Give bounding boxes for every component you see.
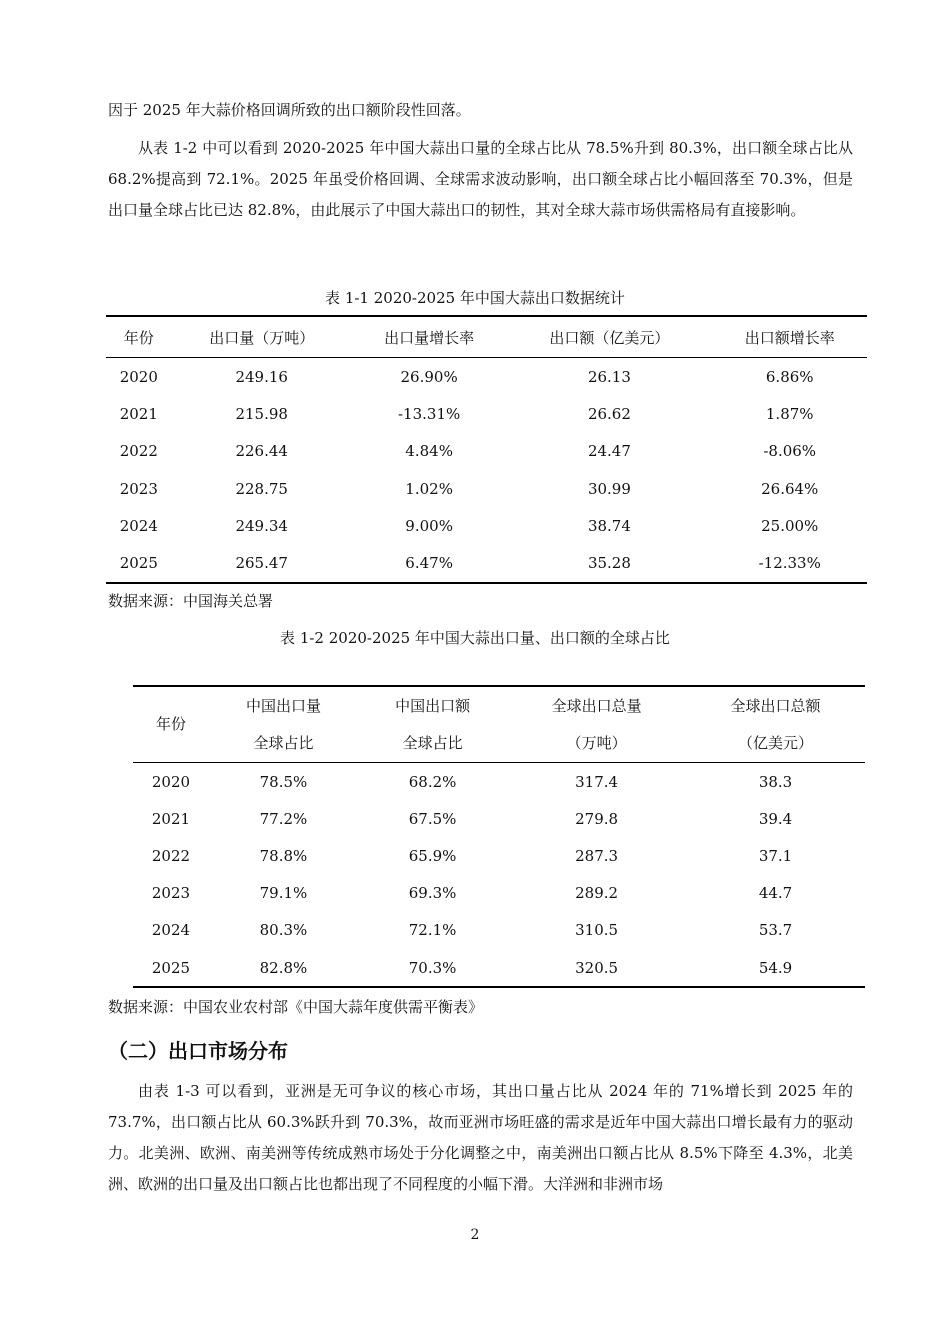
- table-cell: 6.47%: [405, 554, 453, 573]
- table-row: [106, 470, 867, 507]
- table1-header-cell: 年份: [106, 316, 172, 358]
- table-cell: 4.84%: [405, 442, 453, 461]
- table2-source-note: 数据来源：中国农业农村部《中国大蒜年度供需平衡表》: [108, 998, 484, 1016]
- header-line: 全球占比: [402, 733, 463, 752]
- table-cell: 226.44: [235, 442, 288, 461]
- table-cell: -13.31%: [397, 404, 461, 423]
- table-cell: 35.28: [587, 554, 631, 573]
- table-cell: 67.5%: [408, 809, 457, 828]
- table-cell: 39.4: [758, 809, 793, 828]
- header-line: （万吨）: [566, 733, 627, 752]
- paragraph-table-1-2-analysis: 从表 1-2 中可以看到 2020-2025 年中国大蒜出口量的全球占比从 78.5%升到 80.3%，出口额全球占比从 68.2%提高到 72.1%。2025 年虽受价格回调、全球需求波动影响，出口额全球占比小幅回落至 70.3%，但是出口量全球占比已达 82.8%，由此展示了中国大蒜出口的韧性，其对全球大蒜市场供需格局有直接影响。: [108, 139, 853, 219]
- table1-header-cell: 出口额（亿美元）: [506, 316, 712, 358]
- table-row: [106, 507, 867, 544]
- table-cell: 2023: [119, 479, 158, 498]
- table-cell: 77.2%: [259, 809, 308, 828]
- table-row: [106, 395, 867, 432]
- table1-caption: 表 1-1 2020-2025 年中国大蒜出口数据统计: [325, 289, 625, 307]
- table-cell: 279.8: [575, 809, 619, 828]
- table1-header-row: [106, 316, 867, 358]
- page-number: 2: [470, 1227, 480, 1243]
- paragraph-market-distribution: 由表 1-3 可以看到，亚洲是无可争议的核心市场，其出口量占比从 2024 年的 71%增长到 2025 年的 73.7%，出口额占比从 60.3%跃升到 70.3%，故而亚洲市场旺盛的需求是近年中国大蒜出口增长最有力的驱动力。北美洲、欧洲、南美洲等传统成熟市场处于分化调整之中，南美洲出口额占比从 8.5%下降至 4.3%，北美洲、欧洲的出口量及出口额占比也都出现了不同程度的小幅下滑。大洋洲和非洲市场: [108, 1082, 853, 1193]
- table-cell: 9.00%: [405, 516, 453, 535]
- table-cell: 2020: [151, 772, 191, 791]
- table-row: [106, 358, 867, 396]
- table-cell: 2023: [151, 884, 191, 903]
- table2-global-share: [133, 685, 865, 988]
- table-cell: 82.8%: [259, 958, 308, 977]
- table-cell: 1.87%: [765, 404, 814, 423]
- table-cell: 26.13: [587, 367, 631, 386]
- table-cell: 38.74: [587, 516, 631, 535]
- header-line: 年份: [155, 715, 186, 733]
- table-cell: 53.7: [758, 921, 793, 940]
- header-line: 全球出口总量: [551, 696, 642, 715]
- table-cell: 80.3%: [259, 921, 308, 940]
- table-cell: 265.47: [235, 554, 288, 573]
- table-cell: 320.5: [575, 958, 619, 977]
- table2-header-cell: [507, 686, 686, 763]
- table-row: [133, 800, 865, 837]
- table-cell: 30.99: [587, 479, 631, 498]
- table-cell: 2022: [151, 846, 191, 865]
- table-cell: 2025: [119, 554, 158, 573]
- table-row: [133, 763, 865, 801]
- table-cell: -8.06%: [763, 442, 817, 461]
- table-cell: 37.1: [758, 846, 793, 865]
- table-row: [106, 433, 867, 470]
- table-cell: 78.5%: [259, 772, 308, 791]
- table-cell: 54.9: [758, 958, 793, 977]
- table-cell: 215.98: [235, 404, 288, 423]
- table-cell: 24.47: [587, 442, 631, 461]
- table-cell: 68.2%: [408, 772, 457, 791]
- table-cell: 72.1%: [408, 921, 457, 940]
- table2-header-cell: [133, 686, 209, 763]
- table-cell: 78.8%: [259, 846, 308, 865]
- table-row: [133, 949, 865, 987]
- header-line: （亿美元）: [738, 733, 814, 752]
- table2-header-cell: [358, 686, 507, 763]
- table-cell: 79.1%: [259, 884, 308, 903]
- table2-caption: 表 1-2 2020-2025 年中国大蒜出口量、出口额的全球占比: [280, 629, 670, 647]
- header-line: 中国出口额: [395, 696, 471, 715]
- table-row: [133, 912, 865, 949]
- table-cell: 2024: [119, 516, 158, 535]
- table-cell: 38.3: [758, 772, 793, 791]
- table2-header-row: [133, 686, 865, 763]
- table-cell: 2021: [151, 809, 191, 828]
- table-cell: 287.3: [575, 846, 619, 865]
- header-line: 全球占比: [253, 733, 314, 752]
- table-cell: 228.75: [235, 479, 288, 498]
- header-line: 全球出口总额: [730, 696, 821, 715]
- table-cell: 2025: [151, 958, 191, 977]
- table-cell: 310.5: [575, 921, 619, 940]
- table-cell: 317.4: [575, 772, 619, 791]
- table1-export-statistics: [106, 315, 867, 584]
- table1-header-cell: 出口量（万吨）: [172, 316, 352, 358]
- table-row: [133, 837, 865, 874]
- table-cell: 1.02%: [405, 479, 453, 498]
- table1-header-cell: 出口量增长率: [352, 316, 507, 358]
- table-cell: 249.34: [235, 516, 288, 535]
- table-cell: 25.00%: [761, 516, 819, 535]
- table-cell: -12.33%: [758, 554, 821, 573]
- table-cell: 289.2: [575, 884, 619, 903]
- table1-source-note: 数据来源：中国海关总署: [108, 592, 274, 610]
- table2-header-cell: [209, 686, 358, 763]
- table-row: [133, 875, 865, 912]
- table-cell: 44.7: [758, 884, 793, 903]
- table-cell: 249.16: [235, 367, 288, 386]
- table-cell: 6.86%: [765, 367, 814, 386]
- table-cell: 65.9%: [408, 846, 457, 865]
- section-heading: （二）出口市场分布: [108, 1039, 288, 1063]
- table-cell: 2021: [119, 404, 158, 423]
- paragraph-continuation: 因于 2025 年大蒜价格回调所致的出口额阶段性回落。: [108, 101, 471, 119]
- header-line: 中国出口量: [245, 696, 321, 715]
- table-cell: 2024: [151, 921, 191, 940]
- table-cell: 2022: [119, 442, 158, 461]
- table-cell: 70.3%: [408, 958, 457, 977]
- table-cell: 26.64%: [761, 479, 819, 498]
- table-cell: 69.3%: [408, 884, 457, 903]
- table-cell: 2020: [119, 367, 158, 386]
- table2-header-cell: [686, 686, 865, 763]
- table-cell: 26.90%: [400, 367, 458, 386]
- table1-header-cell: 出口额增长率: [712, 316, 867, 358]
- table-cell: 26.62: [587, 404, 631, 423]
- table-row: [106, 544, 867, 582]
